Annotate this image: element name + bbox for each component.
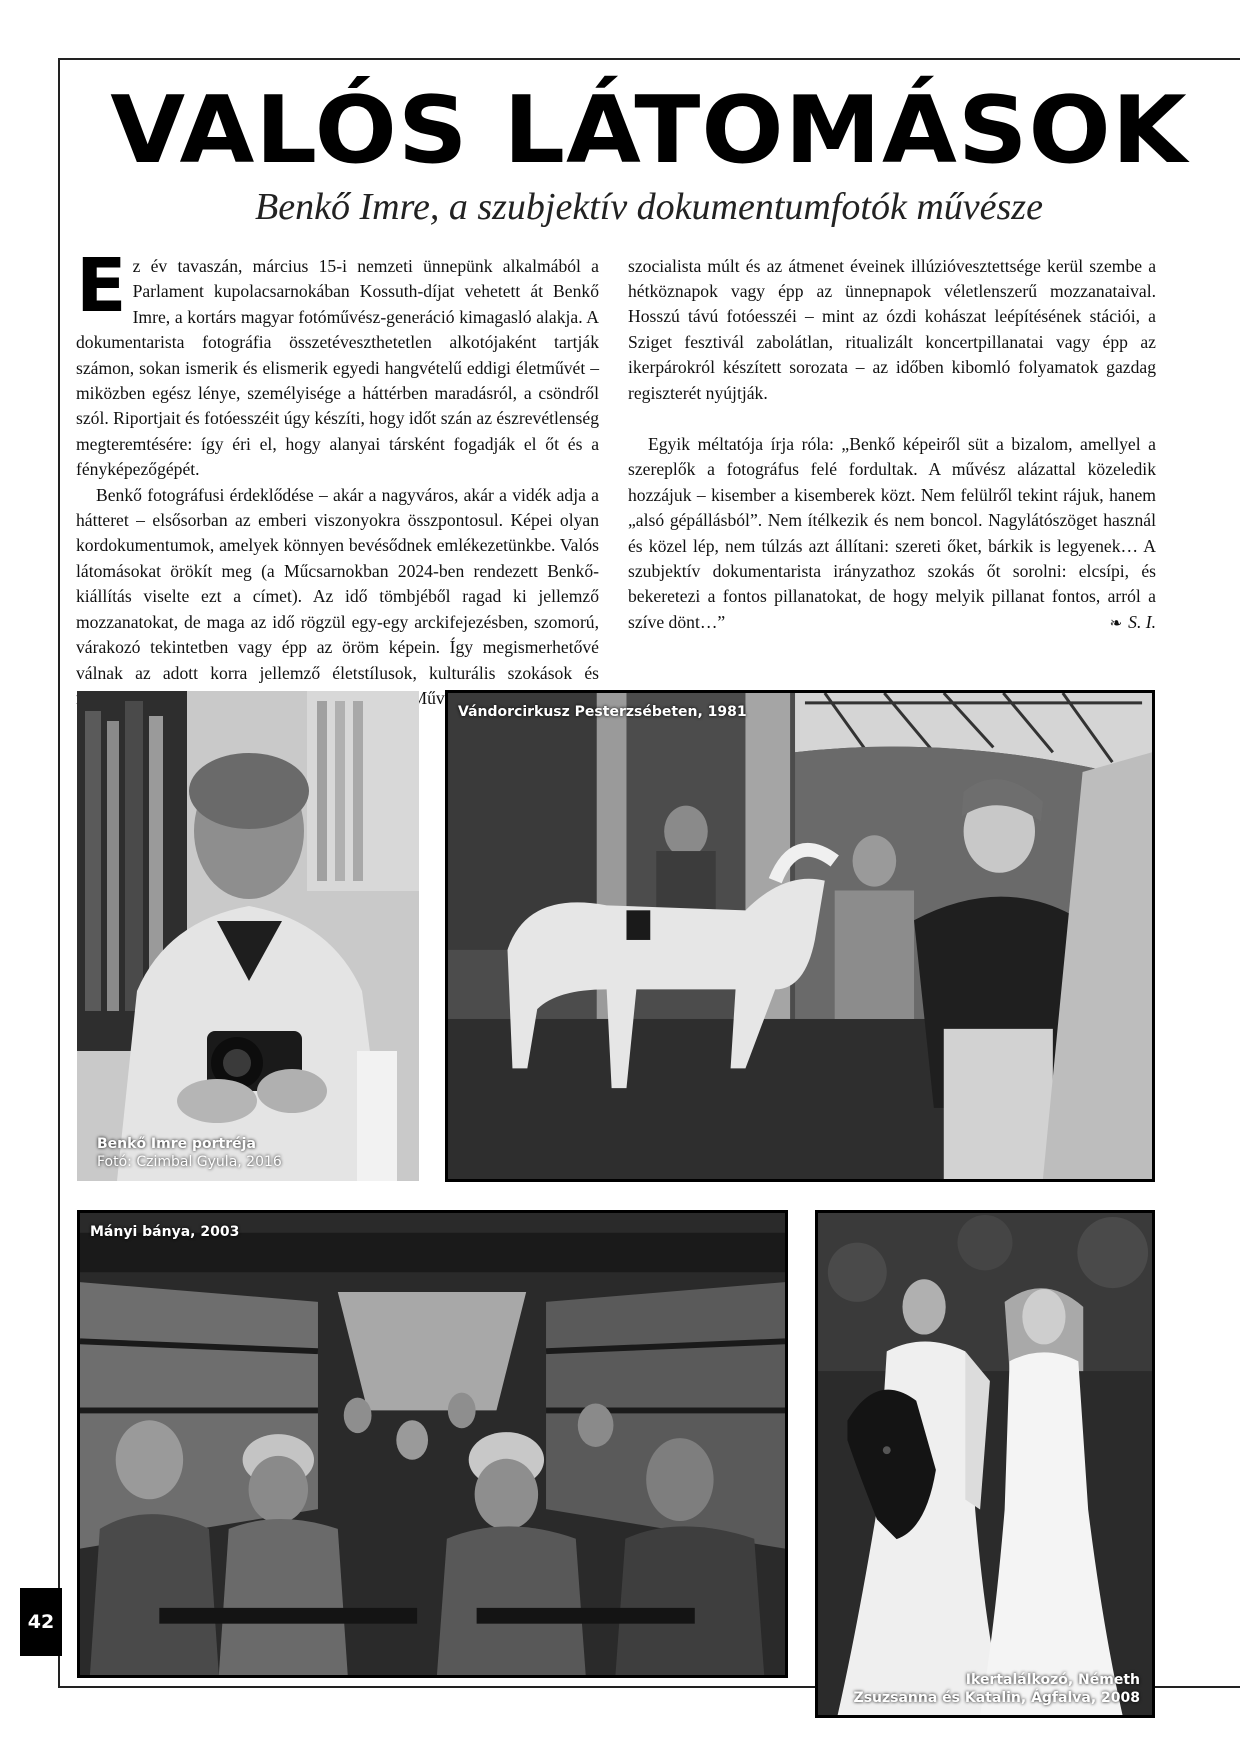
portrait-caption bbox=[97, 1135, 282, 1171]
twins-caption bbox=[854, 1671, 1140, 1707]
article-column-right bbox=[628, 254, 1156, 638]
paragraph-1-text: z év tavaszán, március 15-i nemzeti ünnepünk alkalmából a Parlament kupolacsarnokában Kossuth-díjat vehetett át Benkő Imre, a kortárs magyar fotóművész-generáció kimagasló alakja. A dokumentarista fotográfia összetéveszthetetlen alkotójaként tartják számon, sokan ismerik és elismerik egyedi hangvételű eddigi életművét – miközben egész lénye, személyisége a háttérben maradásról, a csöndről szól. Riportjait és fotóesszéit úgy készíti, hogy időt szán az észrevétlenség megteremtésére: így éri el, hogy alanyai társként fogadják el őt és a fényképezőgépét. bbox=[76, 256, 599, 480]
portrait-caption-credit: Fotó: Czimbal Gyula, 2016 bbox=[97, 1154, 282, 1170]
mine-photo bbox=[77, 1210, 788, 1678]
article-title: VALÓS LÁTOMÁSOK bbox=[110, 76, 1188, 184]
portrait-photo bbox=[77, 691, 419, 1181]
article-column-left bbox=[76, 243, 599, 712]
twins-caption-line2: Zsuzsanna és Katalin, Ágfalva, 2008 bbox=[853, 1690, 1140, 1706]
paragraph-2-overflow: szocialista múlt és az átmenet éveinek illúzióvesztettsége kerül szembe a hétköznapok vagy épp az ünnepnapok véletlenszerű mozzanataival. Hosszú távú fotóesszéi – mint az ózdi kohászat leépítésének stációi, a Sziget fesztivál zabolátlan, ritualizált koncertpillanatai vagy épp az ikerpárokról készített sorozata – az időben kibomló folyamatok gazdag regiszterét nyújtják. bbox=[628, 255, 1156, 403]
paragraph-3: Egyik méltatója írja róla: „Benkő képeiről süt a bizalom, amellyel a szereplők a fotográfus felé fordultak. A művész alázattal közeledik hozzájuk – kisember a kisemberek közt. Nem felülről tekint rájuk, hanem „alsó gépállásból”. Nem ítélkezik és nem boncol. Nagylátószöget használ és közel lép, nem túlzás azt állítani: szereti őket, bárkik is legyenek… A szubjektív dokumentarista irányzathoz szokás őt sorolni: elcsípi, és bekeretezi a fontos pillanatokat, de hogy melyik pillanat fontos, arról a szíve dönt…” bbox=[628, 434, 1156, 632]
signature-text: S. I. bbox=[1128, 612, 1156, 633]
page-frame-left bbox=[58, 58, 60, 1686]
paragraph-1 bbox=[76, 243, 599, 483]
portrait-image bbox=[77, 691, 419, 1181]
drop-cap: E bbox=[76, 243, 127, 329]
paragraph-2: Benkő fotográfusi érdeklődése – akár a nagyváros, akár a vidék adja a hátteret – elsősorban az emberi viszonyokra összpontosul. Képei olyan kordokumentumok, amelyek könnyen bevésődnek emlékezetünkbe. Valós látomásokat örökít meg (a Műcsarnokban 2024-ben rendezett Benkő-kiállítás viselte ezt a címet). Az idő tömbjéből ragad ki jellemző mozzanatokat, de maga az idő rögzül egy-egy arckifejezésben, szomorú, várakozó tekintetben vagy épp az öröm képein. Így megismerhetővé válnak az adott korra jellemző életstílusok, kulturális szokások és Művei bbox=[76, 484, 599, 708]
circus-image bbox=[448, 693, 1152, 1179]
twins-image bbox=[818, 1213, 1152, 1715]
mine-image bbox=[80, 1213, 785, 1675]
page-number: 42 bbox=[20, 1588, 62, 1656]
paragraph-2-continued bbox=[628, 254, 1156, 432]
circus-caption: Vándorcirkusz Pesterzsébeten, 1981 bbox=[458, 704, 747, 720]
signature-ornament-icon: ❧ bbox=[1109, 616, 1123, 633]
mine-caption: Mányi bánya, 2003 bbox=[90, 1224, 240, 1240]
portrait-caption-title: Benkő Imre portréja bbox=[97, 1136, 256, 1152]
twins-caption-line1: Ikertalálkozó, Németh bbox=[965, 1672, 1140, 1688]
twins-photo bbox=[815, 1210, 1155, 1718]
page-frame-top bbox=[58, 58, 1240, 60]
circus-photo bbox=[445, 690, 1155, 1182]
article-subtitle: Benkő Imre, a szubjektív dokumentumfotók művésze bbox=[255, 186, 1043, 228]
